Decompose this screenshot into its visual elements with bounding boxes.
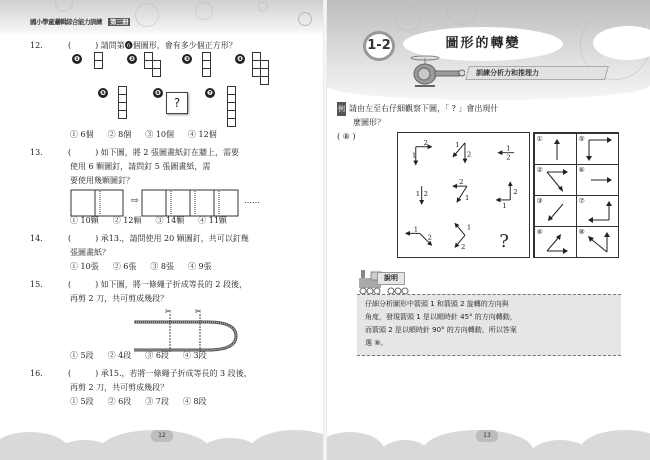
explanation-text: 而箭頭 2 是以順時針 90° 的方向轉動，所以答案 — [365, 326, 517, 334]
answer-paren-open: ( — [68, 369, 72, 378]
question-number: 12. — [30, 41, 43, 50]
question-text: 張圖畫紙？ — [70, 248, 110, 257]
option[interactable]: ③ 8張 — [150, 262, 175, 271]
answer-paren-open: ( — [68, 41, 72, 50]
option[interactable]: ① 5段 — [70, 351, 94, 360]
option[interactable]: ① 10張 — [70, 262, 99, 271]
option[interactable]: ① 5段 — [70, 397, 94, 406]
question-12 — [30, 39, 237, 53]
question-text: 如下圖，將一條繩子折成等長的 2 段後， — [100, 280, 247, 289]
svg-text:1: 1 — [413, 225, 419, 234]
arrow-pair-icon — [577, 227, 619, 257]
square-cell — [118, 110, 127, 119]
answer-paren-close: ) — [95, 369, 99, 378]
book-title-text: 國小學童邏輯綜合能力訓練 — [30, 18, 102, 26]
arrow-puzzle-grid — [397, 132, 530, 258]
answer-paren-close: ) — [95, 148, 99, 157]
question-14 — [30, 232, 249, 246]
figure-label: ❼ — [205, 88, 215, 98]
skill-ribbon-text: 訓練分析力和推理力 — [476, 69, 539, 77]
square-cell — [94, 60, 103, 69]
option-label: ④ — [536, 227, 543, 236]
option[interactable]: ① 6個 — [70, 130, 94, 139]
arrow-right-icon — [577, 165, 619, 195]
question-13 — [30, 146, 239, 160]
option-cell-3[interactable] — [534, 195, 577, 227]
question-15 — [30, 278, 247, 292]
option[interactable]: ④ 3段 — [182, 351, 207, 360]
question-text: 使用 6 顆圖釘，請問釘 5 張圖畫紙，需 — [70, 162, 211, 171]
answer-paren-close: ) — [95, 41, 99, 50]
arrow-pair-icon — [535, 165, 577, 195]
svg-text:1: 1 — [411, 151, 417, 160]
svg-text:2: 2 — [506, 153, 511, 162]
question-number: 16. — [30, 369, 43, 378]
option[interactable]: ④ 12個 — [188, 130, 217, 139]
option[interactable]: ③ 14顆 — [155, 216, 185, 225]
answer-paren-open: ( — [68, 148, 72, 157]
question-16-options — [70, 395, 221, 409]
arrow-right-icon: ⇨ — [131, 196, 139, 206]
option[interactable]: ④ 8段 — [182, 397, 207, 406]
option[interactable]: ② 4段 — [107, 351, 132, 360]
explanation-text: 角度，發現箭頭 1 是以順時針 45° 的方向轉動， — [365, 313, 517, 321]
option[interactable]: ① 10顆 — [70, 216, 99, 225]
option-cell-8[interactable] — [576, 226, 619, 258]
example-text: 請由左至右仔細觀察下圖，「 ? 」會出現什 — [349, 104, 499, 113]
option[interactable]: ③ 10個 — [145, 130, 175, 139]
question-16 — [30, 367, 252, 381]
svg-text:1: 1 — [415, 189, 421, 198]
option-cell-5[interactable] — [576, 133, 619, 165]
helicopter-icon — [405, 52, 465, 92]
figure-label: ❺ — [98, 88, 108, 98]
firework-decoration — [135, 3, 159, 27]
svg-text:2: 2 — [461, 243, 466, 252]
option[interactable]: ④ 9張 — [188, 262, 212, 271]
question-text: 如下圖，將 2 張圖畫紙釘在牆上，需要 — [100, 148, 239, 157]
question-text: 再剪 2 刀，共可剪成幾段？ — [70, 383, 169, 392]
ellipsis: …… — [244, 196, 260, 205]
scissors-icon: ✂ — [165, 307, 172, 316]
svg-text:1: 1 — [506, 144, 511, 153]
explanation-box — [357, 294, 621, 356]
question-text: 再剪 2 刀，共可剪成幾段？ — [70, 294, 169, 303]
option[interactable]: ② 12顆 — [112, 216, 142, 225]
option-cell-2[interactable] — [534, 164, 577, 196]
question-13-options — [70, 214, 241, 228]
answer-paren-close: ) — [95, 234, 99, 243]
page-number: 13 — [476, 430, 498, 442]
svg-text:2: 2 — [423, 138, 429, 147]
example-prompt — [337, 102, 637, 130]
question-number: 14. — [30, 234, 43, 243]
svg-text:?: ? — [499, 232, 509, 253]
volume-tag: 第三冊 — [110, 18, 128, 26]
option-cell-1[interactable] — [534, 133, 577, 165]
svg-text:2: 2 — [513, 188, 518, 197]
option-cell-6[interactable] — [576, 164, 619, 196]
option[interactable]: ② 8個 — [107, 130, 132, 139]
figure-label: ❹ — [235, 54, 245, 64]
scissors-icon: ✂ — [195, 307, 202, 316]
figure-label: ❷ — [127, 54, 137, 64]
option-label: ⑥ — [578, 165, 585, 174]
option[interactable]: ③ 6段 — [145, 351, 169, 360]
option[interactable]: ④ 11顆 — [198, 216, 227, 225]
svg-text:1: 1 — [502, 201, 507, 210]
question-text: 承15.，若將一條繩子折成等長的 3 段後， — [100, 369, 252, 378]
svg-text:2: 2 — [423, 189, 429, 198]
figure-label: ❶ — [72, 54, 82, 64]
section-number: 1-2 — [363, 31, 395, 61]
folded-rope-figure — [128, 306, 238, 352]
book-spine — [323, 0, 327, 460]
answer-paren-open: ( — [68, 280, 72, 289]
square-cell — [227, 118, 236, 127]
question-number: 15. — [30, 280, 43, 289]
example-text: 麼圖形？ — [353, 118, 385, 127]
explanation-text: 仔細分析圖形中箭頭 1 和箭頭 2 旋轉的方向與 — [365, 300, 509, 308]
option-label: ⑤ — [578, 134, 585, 143]
book-title — [30, 17, 130, 26]
svg-text:2: 2 — [427, 233, 432, 242]
option-label: ⑦ — [578, 196, 585, 205]
option-label: ③ — [536, 196, 543, 205]
square-cell — [202, 68, 211, 77]
option-cell-7[interactable] — [576, 195, 619, 227]
answer-paren-close: ) — [95, 280, 99, 289]
figure-label: ❻ — [153, 88, 163, 98]
option[interactable]: ② 6張 — [112, 262, 137, 271]
left-page-header — [0, 0, 325, 36]
unknown-figure-box: ? — [166, 92, 188, 114]
svg-text:1: 1 — [455, 140, 460, 149]
option[interactable]: ② 6段 — [107, 397, 132, 406]
skill-ribbon — [465, 66, 609, 80]
option[interactable]: ③ 7段 — [145, 397, 169, 406]
section-title: 圖形的轉變 — [403, 27, 563, 61]
page-number: 12 — [151, 430, 173, 442]
option-cell-4[interactable] — [534, 226, 577, 258]
question-text: 請問第❻個圖形，會有多少個正方形？ — [100, 41, 237, 50]
example-tag: 例 — [337, 102, 346, 116]
option-label: ① — [536, 134, 543, 143]
arrow-corner-icon — [577, 134, 619, 164]
square-cell — [152, 68, 161, 77]
svg-text:1: 1 — [464, 193, 470, 202]
question-text: 要使用幾顆圖釘？ — [70, 176, 134, 185]
firework-decoration — [55, 0, 73, 12]
explanation-label: 說明 — [377, 272, 405, 285]
question-14-options — [70, 260, 226, 274]
question-text: 承13.，請問使用 20 顆圖釘，共可以釘幾 — [100, 234, 249, 243]
square-cell — [260, 76, 269, 85]
arrow-down-left-icon — [535, 196, 577, 226]
firework-decoration — [298, 12, 312, 26]
explanation-text: 選 ⑧。 — [365, 339, 388, 347]
question-15-options — [70, 349, 221, 363]
question-12-options — [70, 128, 231, 142]
svg-text:2: 2 — [466, 150, 472, 159]
right-page — [325, 0, 650, 460]
firework-decoration — [258, 2, 268, 12]
arrow-up-icon — [535, 134, 577, 164]
question-number: 13. — [30, 148, 43, 157]
arrow-corner-icon — [577, 196, 619, 226]
section-number-badge — [355, 28, 405, 64]
firework-decoration — [447, 0, 477, 25]
svg-text:2: 2 — [459, 178, 464, 187]
firework-decoration — [195, 2, 213, 20]
arrow-pair-icon — [535, 227, 577, 257]
figure-label: ❸ — [182, 54, 192, 64]
answer-options-grid — [533, 132, 619, 258]
svg-text:1: 1 — [466, 223, 472, 232]
option-label: ⑧ — [578, 227, 585, 236]
answer-paren-open: ( — [68, 234, 72, 243]
example-answer: ( ⑧ ) — [337, 132, 356, 141]
option-label: ② — [536, 165, 543, 174]
